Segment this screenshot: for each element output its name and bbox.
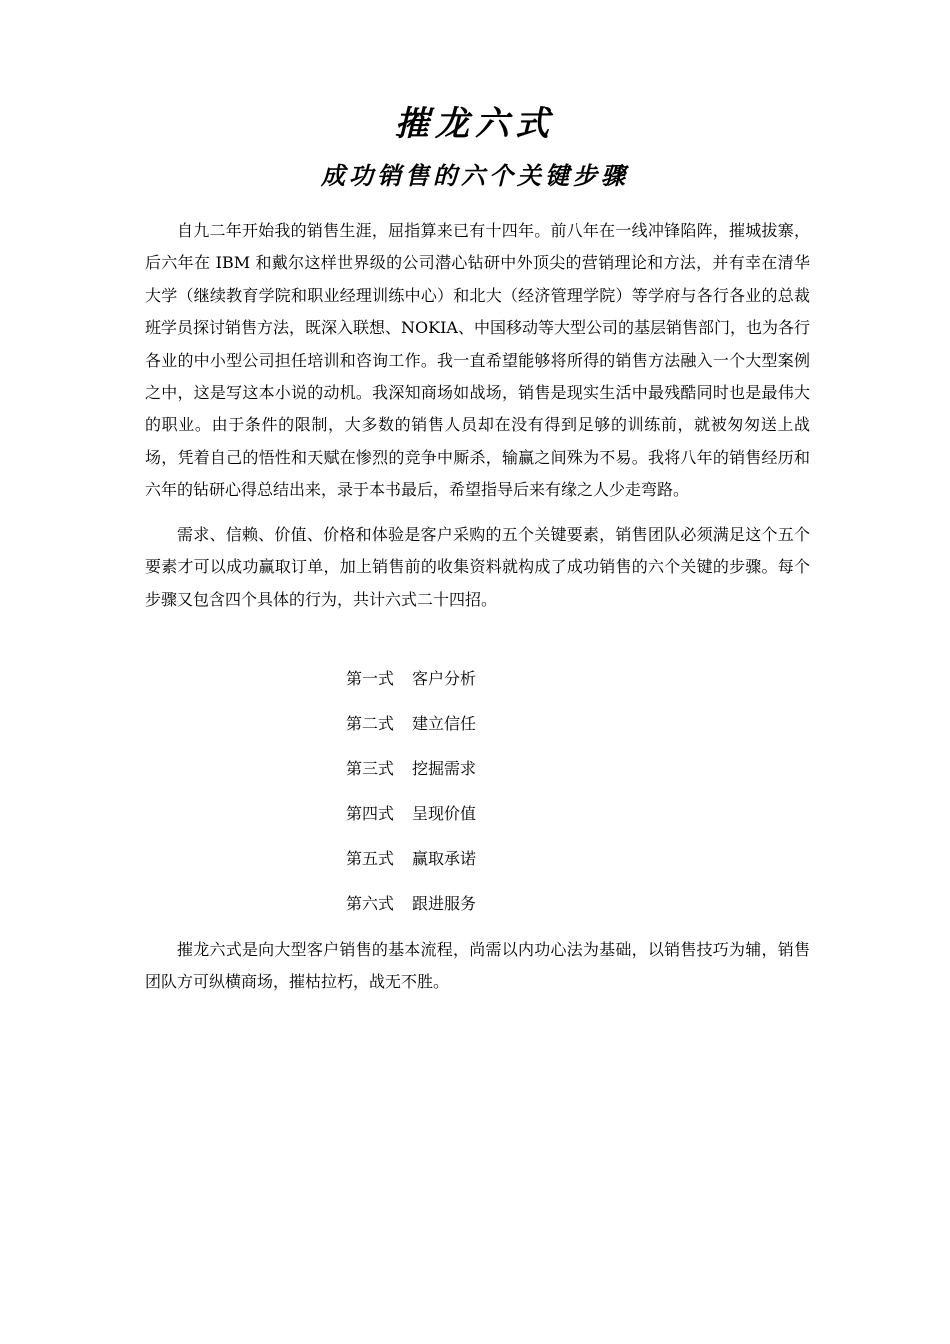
step-item: [346, 887, 646, 932]
document-title: 摧龙六式: [395, 104, 555, 144]
step-item: [346, 797, 646, 842]
step-number: 第六式: [346, 894, 395, 913]
step-number: 第二式: [346, 714, 395, 733]
step-item: [346, 752, 646, 797]
intro-paragraph: 自九二年开始我的销售生涯，屈指算来已有十四年。前八年在一线冲锋陷阵，摧城拔寨，后六年在 IBM 和戴尔这样世界级的公司潜心钻研中外顶尖的营销理论和方法，并有幸在清华大学（继续教育学院和职业经理训练中心）和北大（经济管理学院）等学府与各行各业的总裁班学员探讨销售方法，既深入联想、NOKIA、中国移动等大型公司的基层销售部门，也为各行各业的中小型公司担任培训和咨询工作。我一直希望能够将所得的销售方法融入一个大型案例之中，这是写这本小说的动机。我深知商场如战场，销售是现实生活中最残酷同时也是最伟大的职业。由于条件的限制，大多数的销售人员却在没有得到足够的训练前，就被匆匆送上战场，凭着自己的悟性和天赋在惨烈的竞争中厮杀，输赢之间殊为不易。我将八年的销售经历和六年的钻研心得总结出来，录于本书最后，希望指导后来有缘之人少走弯路。: [145, 221, 810, 500]
steps-list: [346, 662, 646, 932]
step-number: 第三式: [346, 759, 395, 778]
step-name: 呈现价值: [412, 804, 477, 823]
step-name: 挖掘需求: [412, 759, 477, 778]
step-number: 第四式: [346, 804, 395, 823]
key-elements-paragraph: 需求、信赖、价值、价格和体验是客户采购的五个关键要素，销售团队必须满足这个五个要素才可以成功赢取订单，加上销售前的收集资料就构成了成功销售的六个关键的步骤。每个步骤又包含四个具体的行为，共计六式二十四招。: [145, 525, 810, 609]
step-name: 跟进服务: [412, 894, 477, 913]
step-item: [346, 662, 646, 707]
step-number: 第一式: [346, 669, 395, 688]
step-name: 赢取承诺: [412, 849, 477, 868]
step-name: 建立信任: [412, 714, 477, 733]
step-item: [346, 842, 646, 887]
step-number: 第五式: [346, 849, 395, 868]
step-name: 客户分析: [412, 669, 477, 688]
closing-paragraph: 摧龙六式是向大型客户销售的基本流程，尚需以内功心法为基础，以销售技巧为辅，销售团队方可纵横商场，摧枯拉朽，战无不胜。: [145, 940, 810, 992]
step-item: [346, 707, 646, 752]
document-subtitle: 成功销售的六个关键步骤: [321, 161, 629, 190]
